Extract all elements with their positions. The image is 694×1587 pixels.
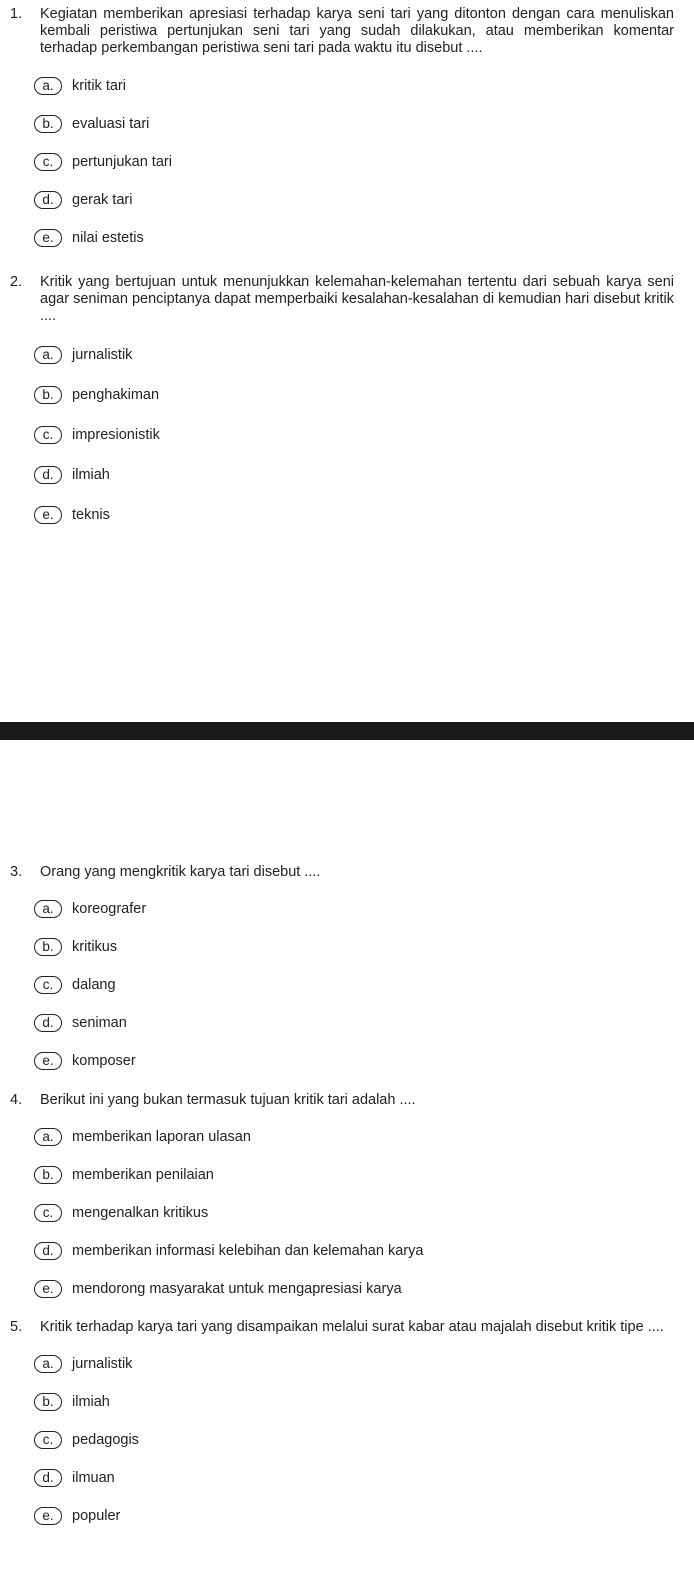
option-text: penghakiman xyxy=(72,386,160,403)
option-list xyxy=(34,345,694,525)
option-letter-badge: c. xyxy=(34,1431,62,1449)
option-text: koreografer xyxy=(72,900,147,917)
option-text: gerak tari xyxy=(72,191,133,208)
question-3 xyxy=(0,864,694,1071)
option-text: populer xyxy=(72,1507,121,1524)
option-text: memberikan informasi kelebihan dan kelemahan karya xyxy=(72,1242,424,1259)
question-number: 1. xyxy=(10,6,23,22)
option-letter-badge: a. xyxy=(34,77,62,95)
question-number: 4. xyxy=(10,1092,23,1108)
option-text: pertunjukan tari xyxy=(72,153,172,170)
option-list xyxy=(34,1354,694,1526)
option-letter-badge: a. xyxy=(34,1128,62,1146)
option-d[interactable] xyxy=(34,190,694,210)
option-text: ilmuan xyxy=(72,1469,115,1486)
option-list xyxy=(34,1127,694,1299)
option-text: komposer xyxy=(72,1052,136,1069)
option-letter-badge: b. xyxy=(34,386,62,404)
question-number: 3. xyxy=(10,864,23,880)
option-d[interactable] xyxy=(34,465,694,485)
option-a[interactable] xyxy=(34,76,694,96)
option-letter-badge: d. xyxy=(34,1242,62,1260)
page-separator-bar xyxy=(0,722,694,740)
option-letter-badge: b. xyxy=(34,115,62,133)
option-letter-badge: e. xyxy=(34,506,62,524)
question-2 xyxy=(0,274,694,525)
option-letter-badge: b. xyxy=(34,1166,62,1184)
option-text: evaluasi tari xyxy=(72,115,150,132)
option-b[interactable] xyxy=(34,385,694,405)
option-e[interactable] xyxy=(34,1279,694,1299)
question-text: Orang yang mengkritik karya tari disebut .... xyxy=(40,864,321,880)
option-c[interactable] xyxy=(34,425,694,445)
question-number: 5. xyxy=(10,1319,23,1335)
option-letter-badge: c. xyxy=(34,153,62,171)
option-list xyxy=(34,76,694,248)
option-text: memberikan penilaian xyxy=(72,1166,214,1183)
option-b[interactable] xyxy=(34,1165,694,1185)
option-text: mendorong masyarakat untuk mengapresiasi karya xyxy=(72,1280,402,1297)
option-e[interactable] xyxy=(34,1051,694,1071)
option-letter-badge: b. xyxy=(34,938,62,956)
option-text: nilai estetis xyxy=(72,229,144,246)
option-text: ilmiah xyxy=(72,466,110,483)
option-text: ilmiah xyxy=(72,1393,110,1410)
option-letter-badge: e. xyxy=(34,1280,62,1298)
question-4 xyxy=(0,1092,694,1299)
option-c[interactable] xyxy=(34,975,694,995)
option-c[interactable] xyxy=(34,1430,694,1450)
option-text: kritikus xyxy=(72,938,118,955)
option-letter-badge: b. xyxy=(34,1393,62,1411)
option-text: teknis xyxy=(72,506,110,523)
option-letter-badge: d. xyxy=(34,1014,62,1032)
option-text: jurnalistik xyxy=(72,346,133,363)
option-c[interactable] xyxy=(34,1203,694,1223)
option-text: kritik tari xyxy=(72,77,126,94)
option-a[interactable] xyxy=(34,1127,694,1147)
option-letter-badge: d. xyxy=(34,466,62,484)
option-text: pedagogis xyxy=(72,1431,139,1448)
question-1 xyxy=(0,6,694,248)
option-d[interactable] xyxy=(34,1013,694,1033)
option-text: dalang xyxy=(72,976,116,993)
option-c[interactable] xyxy=(34,152,694,172)
option-b[interactable] xyxy=(34,114,694,134)
option-letter-badge: e. xyxy=(34,1052,62,1070)
option-text: jurnalistik xyxy=(72,1355,133,1372)
option-letter-badge: a. xyxy=(34,346,62,364)
option-text: memberikan laporan ulasan xyxy=(72,1128,251,1145)
option-text: seniman xyxy=(72,1014,127,1031)
option-e[interactable] xyxy=(34,505,694,525)
question-text: Kritik yang bertujuan untuk menunjukkan kelemahan-kelemahan tertentu dari sebuah karya seni agar seniman penciptanya dapat memperbaiki kesalahan-kesalahan di kemudian hari disebut kritik .... xyxy=(40,274,674,324)
question-text: Kritik terhadap karya tari yang disampaikan melalui surat kabar atau majalah disebut kritik tipe .... xyxy=(40,1319,664,1335)
option-a[interactable] xyxy=(34,345,694,365)
question-number: 2. xyxy=(10,274,23,290)
option-a[interactable] xyxy=(34,1354,694,1374)
option-d[interactable] xyxy=(34,1241,694,1261)
option-letter-badge: c. xyxy=(34,976,62,994)
option-list xyxy=(34,899,694,1071)
option-letter-badge: c. xyxy=(34,426,62,444)
option-d[interactable] xyxy=(34,1468,694,1488)
option-b[interactable] xyxy=(34,1392,694,1412)
option-a[interactable] xyxy=(34,899,694,919)
option-letter-badge: a. xyxy=(34,1355,62,1373)
option-e[interactable] xyxy=(34,1506,694,1526)
option-letter-badge: d. xyxy=(34,1469,62,1487)
option-letter-badge: a. xyxy=(34,900,62,918)
option-letter-badge: e. xyxy=(34,229,62,247)
question-5 xyxy=(0,1319,694,1526)
question-text: Kegiatan memberikan apresiasi terhadap karya seni tari yang ditonton dengan cara menuliskan kembali peristiwa pertunjukan seni tari yang sudah dilakukan, atau memberikan komentar terhadap perkembangan peristiwa seni tari pada waktu itu disebut .... xyxy=(40,6,674,56)
question-text: Berikut ini yang bukan termasuk tujuan kritik tari adalah .... xyxy=(40,1092,416,1108)
option-b[interactable] xyxy=(34,937,694,957)
option-letter-badge: c. xyxy=(34,1204,62,1222)
option-letter-badge: e. xyxy=(34,1507,62,1525)
option-e[interactable] xyxy=(34,228,694,248)
option-letter-badge: d. xyxy=(34,191,62,209)
option-text: mengenalkan kritikus xyxy=(72,1204,209,1221)
option-text: impresionistik xyxy=(72,426,160,443)
